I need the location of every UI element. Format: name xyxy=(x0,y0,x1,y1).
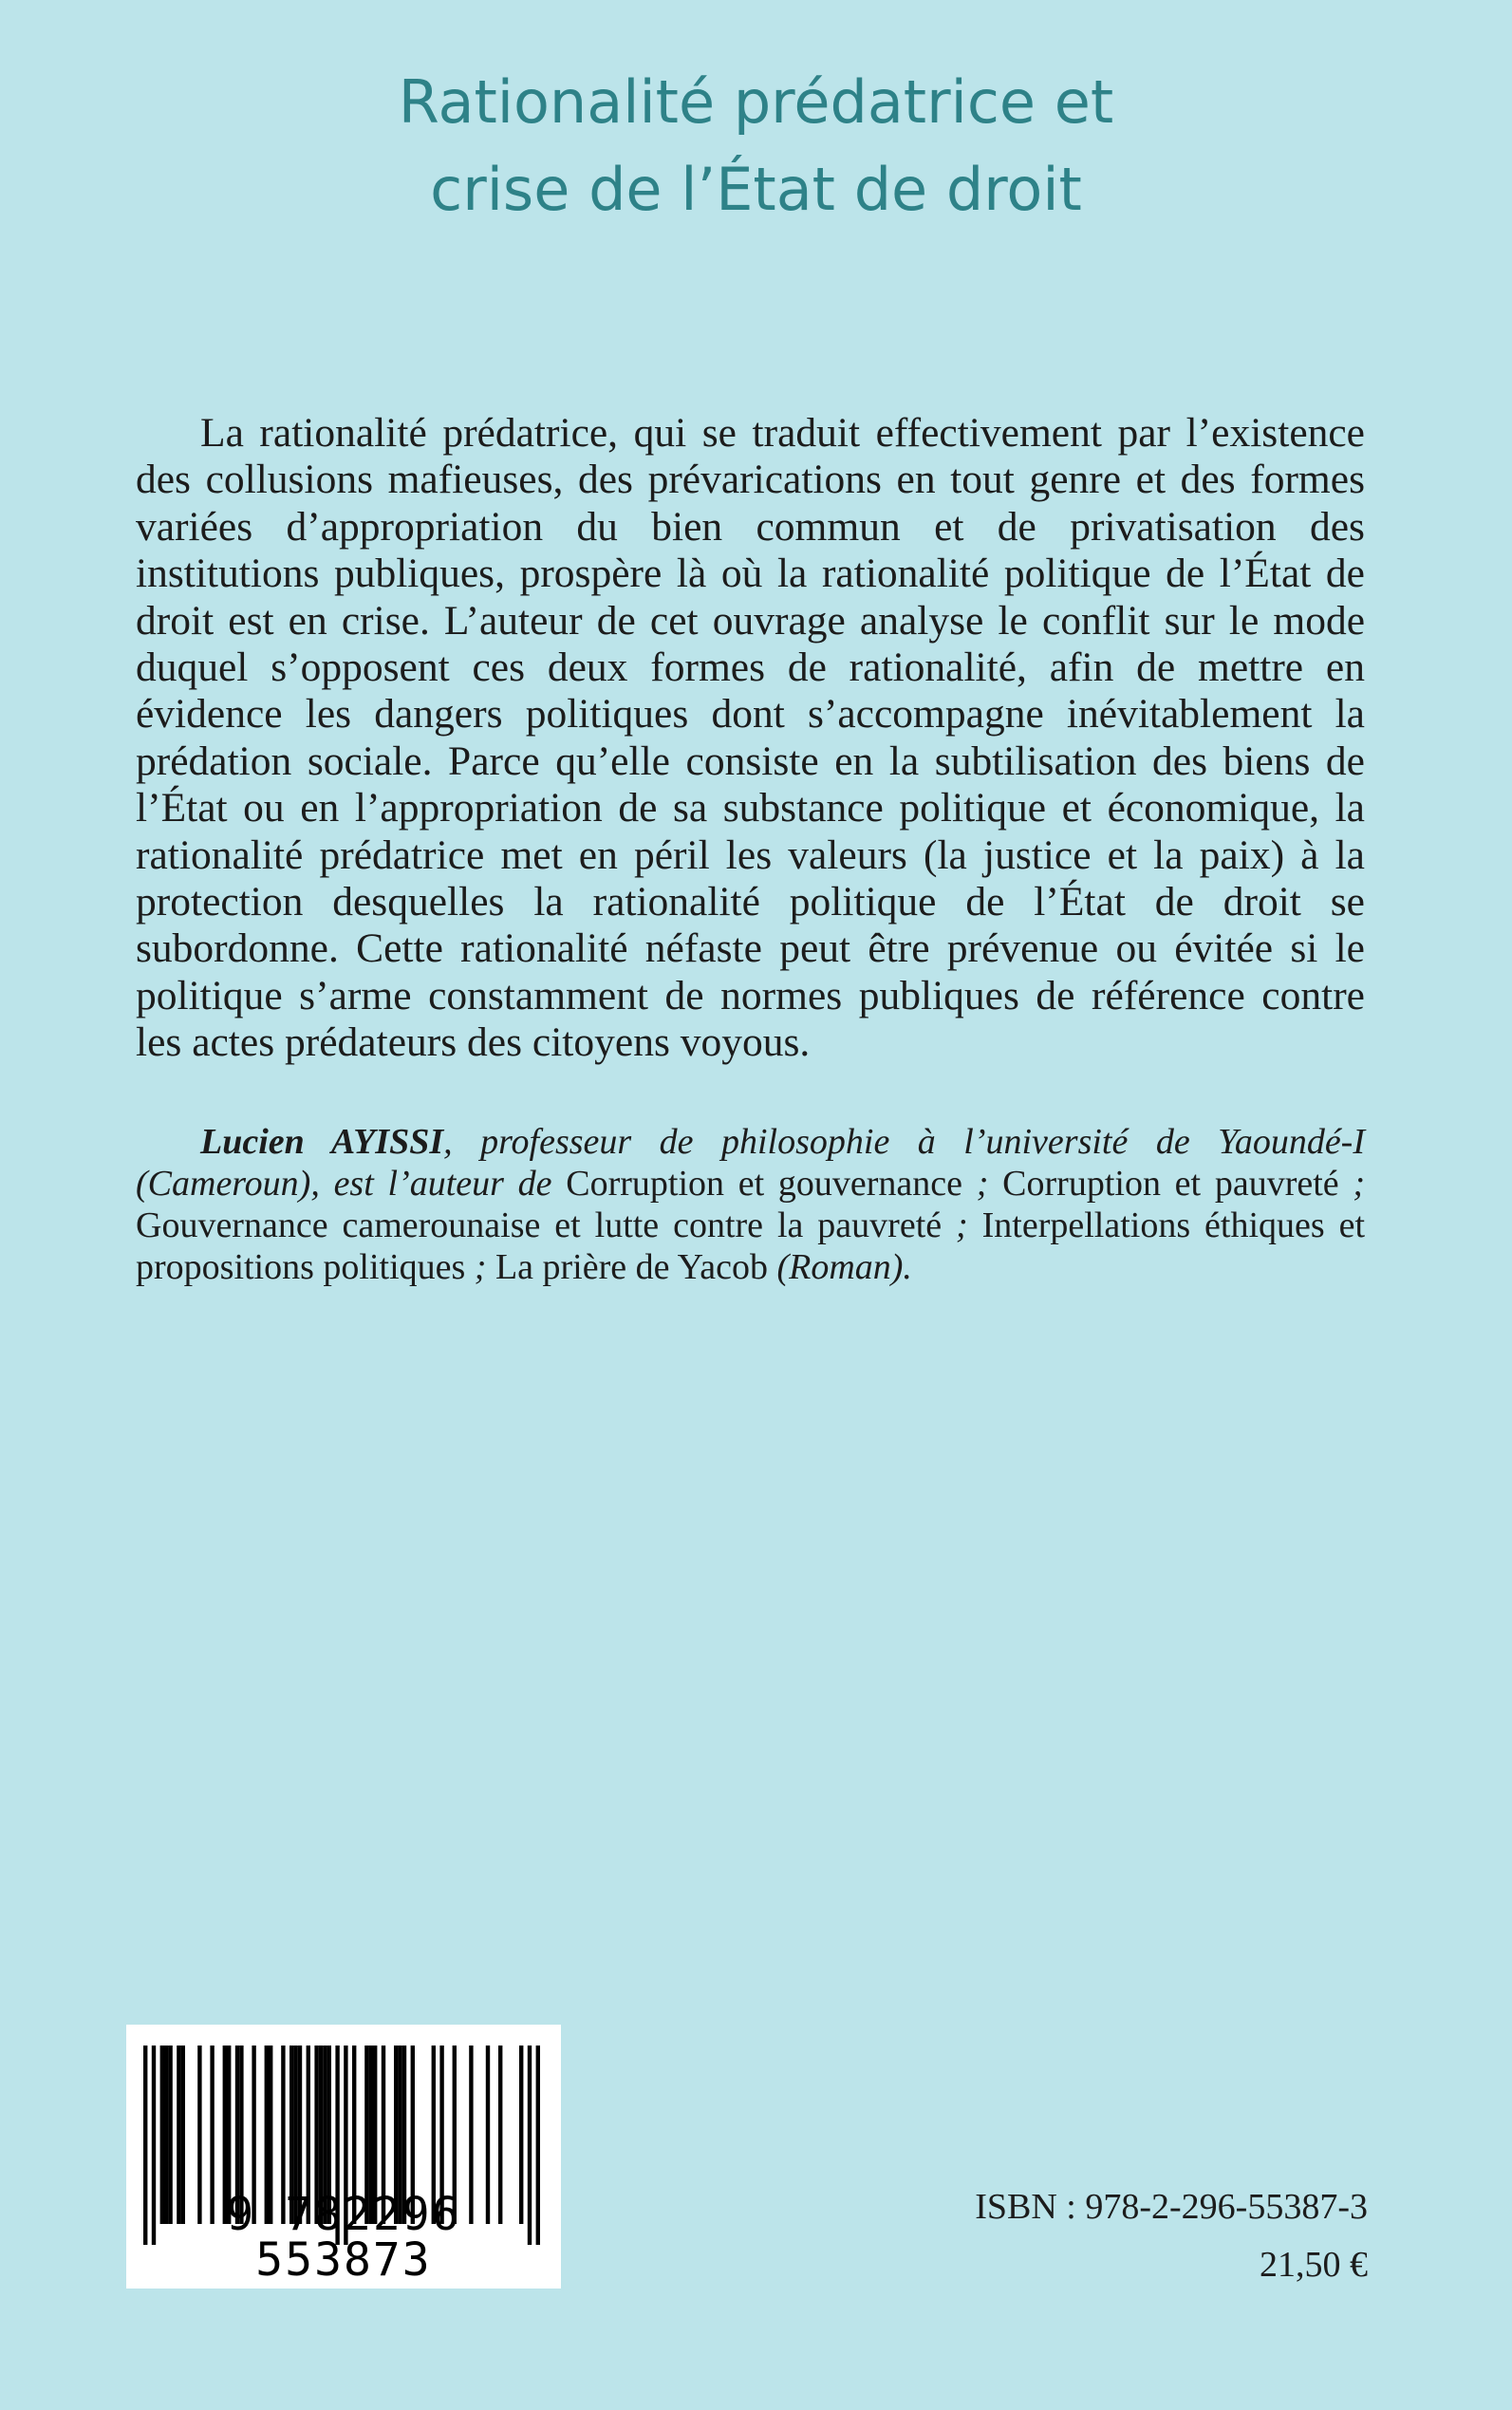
book-title-2: Corruption et pauvreté xyxy=(1002,1164,1339,1204)
summary-paragraph: La rationalité prédatrice, qui se traduit effectivement par l’existence des collusions mafieuses, des prévarications en tout genre et des formes variées d’appropriation du bien commun et de privatisation des institutions publiques, prospère là où la rationalité politique de l’État de droit est en crise. L’auteur de cet ouvrage analyse le conflit sur le mode duquel s’opposent ces deux formes de rationalité, afin de mettre en évidence les dangers politiques dont s’accompagne inévitablement la prédation sociale. Parce qu’elle consiste en la subtilisation des biens de l’État ou en l’appropriation de sa substance politique et économique, la rationalité prédatrice met en péril les valeurs (la justice et la paix) à la protection desquelles la rationalité politique de l’État de droit se subordonne. Cette rationalité néfaste peut être prévenue ou évitée si le politique s’arme constamment de normes publiques de référence contre les actes prédateurs des citoyens voyous. xyxy=(136,410,1365,1066)
barcode-digits: 9 782296 553873 xyxy=(226,2188,461,2287)
barcode xyxy=(126,2025,561,2289)
book-title-3: Gouvernance camerounaise et lutte contre la pauvreté xyxy=(136,1205,943,1245)
author-name: Lucien AYISSI xyxy=(200,1122,444,1162)
author-note xyxy=(136,1121,1365,1288)
separator-1: ; xyxy=(962,1164,1003,1204)
book-title-1: Corruption et gouvernance xyxy=(566,1164,963,1204)
isbn: ISBN : 978-2-296-55387-3 xyxy=(975,2187,1368,2227)
title-line-2: crise de l’État de droit xyxy=(430,155,1082,224)
separator-4: ; xyxy=(465,1247,495,1287)
title-line-1: Rationalité prédatrice et xyxy=(398,67,1114,137)
book-title xyxy=(0,59,1512,234)
separator-2: ; xyxy=(1338,1164,1366,1204)
author-intro: , professeur de philosophie à l’université de Yaoundé-I (Cameroun), est l’auteur de xyxy=(136,1122,1365,1204)
genre-note: (Roman). xyxy=(767,1247,912,1287)
book-title-4: Interpellations éthiques et propositions politiques xyxy=(136,1205,1366,1287)
book-title-5: La prière de Yacob xyxy=(495,1247,768,1287)
price: 21,50 € xyxy=(1260,2245,1368,2285)
separator-3: ; xyxy=(942,1205,982,1245)
